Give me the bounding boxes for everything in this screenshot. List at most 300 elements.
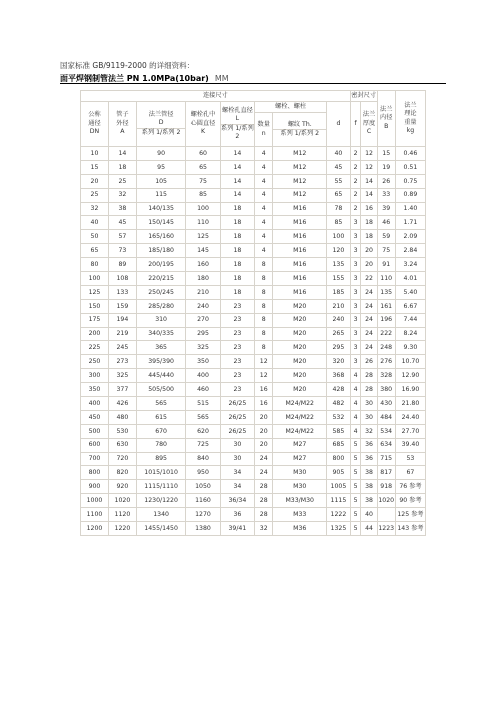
cell-a: 245 xyxy=(108,341,136,355)
cell-weight: 0.75 xyxy=(395,174,425,188)
cell-weight: 143 参考 xyxy=(395,522,425,536)
cell-dn: 900 xyxy=(81,480,109,494)
cell-f: 4 xyxy=(350,383,361,397)
cell-b: 59 xyxy=(377,230,395,244)
cell-d: 685 xyxy=(327,438,351,452)
cell-c: 24 xyxy=(361,327,377,341)
cell-n: 4 xyxy=(255,230,273,244)
table-row xyxy=(81,272,426,286)
cell-n: 4 xyxy=(255,160,273,174)
cell-thread: M16 xyxy=(273,244,327,258)
cell-n: 8 xyxy=(255,285,273,299)
cell-a: 18 xyxy=(108,160,136,174)
header-n: 数量 n xyxy=(255,113,273,147)
cell-d: 1325 xyxy=(327,522,351,536)
cell-dn: 175 xyxy=(81,313,109,327)
cell-dn: 300 xyxy=(81,369,109,383)
unit-label: MM xyxy=(214,74,229,83)
cell-weight: 16.90 xyxy=(395,383,425,397)
cell-k: 325 xyxy=(186,341,220,355)
cell-bolt-hole: 30 xyxy=(220,438,254,452)
title-text: 面平焊钢制管法兰 PN 1.0MPa(10bar) xyxy=(60,74,209,83)
cell-k: 565 xyxy=(186,410,220,424)
cell-dn: 225 xyxy=(81,341,109,355)
cell-d-outer: 1340 xyxy=(136,508,185,522)
cell-weight: 6.67 xyxy=(395,299,425,313)
cell-k: 460 xyxy=(186,383,220,397)
cell-n: 12 xyxy=(255,369,273,383)
cell-thread: M12 xyxy=(273,147,327,161)
cell-dn: 1100 xyxy=(81,508,109,522)
cell-weight: 0.46 xyxy=(395,147,425,161)
cell-d: 185 xyxy=(327,285,351,299)
cell-f: 3 xyxy=(350,244,361,258)
cell-bolt-hole: 34 xyxy=(220,480,254,494)
cell-b: 161 xyxy=(377,299,395,313)
cell-d-outer: 365 xyxy=(136,341,185,355)
cell-bolt-hole: 26/25 xyxy=(220,397,254,411)
cell-bolt-hole: 18 xyxy=(220,258,254,272)
cell-a: 820 xyxy=(108,466,136,480)
cell-k: 210 xyxy=(186,285,220,299)
cell-d: 85 xyxy=(327,216,351,230)
cell-d-outer: 895 xyxy=(136,452,185,466)
cell-a: 32 xyxy=(108,188,136,202)
cell-b: 222 xyxy=(377,327,395,341)
cell-n: 8 xyxy=(255,341,273,355)
cell-thread: M27 xyxy=(273,452,327,466)
cell-dn: 400 xyxy=(81,397,109,411)
cell-a: 1220 xyxy=(108,522,136,536)
table-row xyxy=(81,174,426,188)
cell-weight: 76 参考 xyxy=(395,480,425,494)
table-row xyxy=(81,147,426,161)
cell-d-outer: 1230/1220 xyxy=(136,494,185,508)
cell-a: 73 xyxy=(108,244,136,258)
cell-thread: M30 xyxy=(273,480,327,494)
flange-spec-table xyxy=(80,90,426,536)
cell-thread: M12 xyxy=(273,188,327,202)
cell-k: 125 xyxy=(186,230,220,244)
cell-d: 100 xyxy=(327,230,351,244)
header-thread: 螺纹 Th. 系列 1/系列 2 xyxy=(273,113,327,147)
cell-bolt-hole: 23 xyxy=(220,341,254,355)
cell-dn: 40 xyxy=(81,216,109,230)
cell-f: 3 xyxy=(350,355,361,369)
cell-thread: M20 xyxy=(273,383,327,397)
cell-n: 8 xyxy=(255,299,273,313)
cell-weight: 8.24 xyxy=(395,327,425,341)
cell-a: 38 xyxy=(108,202,136,216)
cell-a: 1120 xyxy=(108,508,136,522)
cell-d: 532 xyxy=(327,410,351,424)
intro-text: 国家标准 GB/9119-2000 的详细资料： xyxy=(60,61,195,70)
cell-f: 3 xyxy=(350,258,361,272)
cell-weight: 12.90 xyxy=(395,369,425,383)
cell-weight: 90 参考 xyxy=(395,494,425,508)
cell-bolt-hole: 23 xyxy=(220,369,254,383)
cell-dn: 10 xyxy=(81,147,109,161)
cell-c: 30 xyxy=(361,410,377,424)
header-connection-group: 连接尺寸 xyxy=(81,91,351,102)
cell-b: 46 xyxy=(377,216,395,230)
cell-k: 100 xyxy=(186,202,220,216)
cell-k: 240 xyxy=(186,299,220,313)
cell-dn: 25 xyxy=(81,188,109,202)
cell-a: 89 xyxy=(108,258,136,272)
cell-thread: M20 xyxy=(273,299,327,313)
cell-d-outer: 250/245 xyxy=(136,285,185,299)
cell-b: 26 xyxy=(377,174,395,188)
cell-d: 320 xyxy=(327,355,351,369)
header-k: 螺栓孔中 心圆直径 K xyxy=(186,102,220,147)
cell-f: 3 xyxy=(350,299,361,313)
cell-f: 5 xyxy=(350,466,361,480)
cell-b: 276 xyxy=(377,355,395,369)
table-row xyxy=(81,341,426,355)
cell-a: 133 xyxy=(108,285,136,299)
cell-b: 1020 xyxy=(377,494,395,508)
cell-n: 28 xyxy=(255,494,273,508)
cell-d-outer: 105 xyxy=(136,174,185,188)
cell-b: 634 xyxy=(377,438,395,452)
cell-k: 145 xyxy=(186,244,220,258)
cell-b: 918 xyxy=(377,480,395,494)
table-row xyxy=(81,383,426,397)
cell-weight: 21.80 xyxy=(395,397,425,411)
table-body xyxy=(81,147,426,536)
cell-k: 160 xyxy=(186,258,220,272)
cell-d: 155 xyxy=(327,272,351,286)
cell-n: 28 xyxy=(255,508,273,522)
cell-c: 22 xyxy=(361,272,377,286)
cell-a: 920 xyxy=(108,480,136,494)
cell-f: 3 xyxy=(350,341,361,355)
header-bolt-hole: 螺栓孔直径 L 系列 1/系列 2 xyxy=(220,102,254,147)
cell-b: 196 xyxy=(377,313,395,327)
cell-k: 85 xyxy=(186,188,220,202)
cell-d: 78 xyxy=(327,202,351,216)
cell-f: 5 xyxy=(350,438,361,452)
header-seal-group: 密封尺寸 xyxy=(350,91,377,102)
cell-c: 14 xyxy=(361,188,377,202)
cell-bolt-hole: 18 xyxy=(220,216,254,230)
cell-d-outer: 90 xyxy=(136,147,185,161)
table-row xyxy=(81,327,426,341)
cell-c: 12 xyxy=(361,160,377,174)
cell-a: 1020 xyxy=(108,494,136,508)
cell-thread: M20 xyxy=(273,355,327,369)
cell-n: 16 xyxy=(255,397,273,411)
cell-thread: M24/M22 xyxy=(273,410,327,424)
cell-thread: M12 xyxy=(273,160,327,174)
cell-f: 2 xyxy=(350,188,361,202)
cell-b: 75 xyxy=(377,244,395,258)
table-row xyxy=(81,188,426,202)
cell-weight: 27.70 xyxy=(395,424,425,438)
cell-bolt-hole: 26/25 xyxy=(220,424,254,438)
cell-d-outer: 445/440 xyxy=(136,369,185,383)
cell-thread: M20 xyxy=(273,313,327,327)
cell-d-outer: 115 xyxy=(136,188,185,202)
cell-f: 3 xyxy=(350,230,361,244)
cell-k: 1160 xyxy=(186,494,220,508)
cell-bolt-hole: 14 xyxy=(220,147,254,161)
cell-c: 38 xyxy=(361,494,377,508)
cell-n: 12 xyxy=(255,355,273,369)
cell-thread: M24/M22 xyxy=(273,424,327,438)
cell-k: 350 xyxy=(186,355,220,369)
table-row xyxy=(81,285,426,299)
cell-d-outer: 340/335 xyxy=(136,327,185,341)
cell-thread: M24/M22 xyxy=(273,397,327,411)
table-row xyxy=(81,424,426,438)
cell-c: 24 xyxy=(361,299,377,313)
table-row xyxy=(81,313,426,327)
cell-bolt-hole: 26/25 xyxy=(220,410,254,424)
cell-a: 108 xyxy=(108,272,136,286)
cell-bolt-hole: 14 xyxy=(220,160,254,174)
cell-a: 426 xyxy=(108,397,136,411)
cell-bolt-hole: 30 xyxy=(220,452,254,466)
cell-weight: 5.40 xyxy=(395,285,425,299)
cell-d: 55 xyxy=(327,174,351,188)
cell-f: 4 xyxy=(350,397,361,411)
cell-b: 135 xyxy=(377,285,395,299)
cell-dn: 50 xyxy=(81,230,109,244)
cell-weight: 125 参考 xyxy=(395,508,425,522)
cell-n: 8 xyxy=(255,327,273,341)
cell-d-outer: 565 xyxy=(136,397,185,411)
cell-c: 28 xyxy=(361,369,377,383)
cell-thread: M16 xyxy=(273,285,327,299)
cell-b: 484 xyxy=(377,410,395,424)
cell-thread: M16 xyxy=(273,258,327,272)
cell-n: 28 xyxy=(255,480,273,494)
cell-k: 515 xyxy=(186,397,220,411)
cell-k: 270 xyxy=(186,313,220,327)
cell-d-outer: 1115/1110 xyxy=(136,480,185,494)
table-row xyxy=(81,410,426,424)
cell-f: 4 xyxy=(350,424,361,438)
cell-a: 25 xyxy=(108,174,136,188)
cell-d-outer: 395/390 xyxy=(136,355,185,369)
cell-thread: M16 xyxy=(273,202,327,216)
cell-dn: 600 xyxy=(81,438,109,452)
cell-c: 28 xyxy=(361,383,377,397)
cell-b: 328 xyxy=(377,369,395,383)
header-d: d xyxy=(327,102,351,147)
cell-d: 1115 xyxy=(327,494,351,508)
cell-d-outer: 780 xyxy=(136,438,185,452)
cell-f: 3 xyxy=(350,216,361,230)
cell-thread: M16 xyxy=(273,216,327,230)
cell-d: 45 xyxy=(327,160,351,174)
cell-weight: 1.40 xyxy=(395,202,425,216)
cell-a: 720 xyxy=(108,452,136,466)
cell-dn: 250 xyxy=(81,355,109,369)
cell-thread: M33/M30 xyxy=(273,494,327,508)
cell-weight: 2.09 xyxy=(395,230,425,244)
cell-weight: 39.40 xyxy=(395,438,425,452)
cell-c: 32 xyxy=(361,424,377,438)
cell-bolt-hole: 14 xyxy=(220,188,254,202)
cell-k: 180 xyxy=(186,272,220,286)
cell-dn: 125 xyxy=(81,285,109,299)
cell-n: 4 xyxy=(255,174,273,188)
cell-d: 240 xyxy=(327,313,351,327)
cell-thread: M12 xyxy=(273,174,327,188)
table-row xyxy=(81,452,426,466)
table-row xyxy=(81,369,426,383)
cell-d: 1222 xyxy=(327,508,351,522)
cell-d-outer: 310 xyxy=(136,313,185,327)
cell-f: 2 xyxy=(350,174,361,188)
cell-d-outer: 1455/1450 xyxy=(136,522,185,536)
cell-bolt-hole: 18 xyxy=(220,202,254,216)
cell-a: 14 xyxy=(108,147,136,161)
cell-f: 2 xyxy=(350,160,361,174)
cell-bolt-hole: 23 xyxy=(220,313,254,327)
table-row xyxy=(81,244,426,258)
cell-bolt-hole: 23 xyxy=(220,383,254,397)
cell-n: 32 xyxy=(255,522,273,536)
cell-a: 57 xyxy=(108,230,136,244)
cell-d: 295 xyxy=(327,341,351,355)
cell-dn: 100 xyxy=(81,272,109,286)
cell-a: 630 xyxy=(108,438,136,452)
table-row xyxy=(81,397,426,411)
cell-dn: 1200 xyxy=(81,522,109,536)
cell-bolt-hole: 18 xyxy=(220,230,254,244)
table-row xyxy=(81,494,426,508)
cell-a: 530 xyxy=(108,424,136,438)
cell-dn: 32 xyxy=(81,202,109,216)
cell-k: 75 xyxy=(186,174,220,188)
cell-n: 8 xyxy=(255,313,273,327)
cell-dn: 350 xyxy=(81,383,109,397)
cell-a: 159 xyxy=(108,299,136,313)
cell-f: 5 xyxy=(350,452,361,466)
cell-n: 4 xyxy=(255,147,273,161)
cell-weight: 10.70 xyxy=(395,355,425,369)
cell-d: 65 xyxy=(327,188,351,202)
cell-f: 3 xyxy=(350,285,361,299)
cell-c: 20 xyxy=(361,244,377,258)
cell-d-outer: 200/195 xyxy=(136,258,185,272)
cell-b: 110 xyxy=(377,272,395,286)
cell-d: 120 xyxy=(327,244,351,258)
cell-k: 620 xyxy=(186,424,220,438)
cell-d: 210 xyxy=(327,299,351,313)
cell-n: 20 xyxy=(255,438,273,452)
cell-bolt-hole: 18 xyxy=(220,285,254,299)
cell-d: 800 xyxy=(327,452,351,466)
cell-dn: 800 xyxy=(81,466,109,480)
cell-d: 135 xyxy=(327,258,351,272)
cell-thread: M16 xyxy=(273,230,327,244)
cell-dn: 1000 xyxy=(81,494,109,508)
cell-n: 8 xyxy=(255,258,273,272)
cell-a: 325 xyxy=(108,369,136,383)
cell-thread: M20 xyxy=(273,341,327,355)
cell-n: 24 xyxy=(255,452,273,466)
cell-b: 91 xyxy=(377,258,395,272)
cell-c: 38 xyxy=(361,480,377,494)
cell-a: 480 xyxy=(108,410,136,424)
table-row xyxy=(81,355,426,369)
cell-weight: 4.01 xyxy=(395,272,425,286)
table-row xyxy=(81,216,426,230)
cell-k: 1050 xyxy=(186,480,220,494)
cell-a: 273 xyxy=(108,355,136,369)
cell-thread: M16 xyxy=(273,272,327,286)
cell-k: 1270 xyxy=(186,508,220,522)
cell-weight: 2.84 xyxy=(395,244,425,258)
cell-dn: 700 xyxy=(81,452,109,466)
header-weight: 法兰 理论 重量 kg xyxy=(395,91,425,147)
table-row xyxy=(81,202,426,216)
cell-d: 40 xyxy=(327,147,351,161)
header-bolt-group: 螺栓、螺柱 xyxy=(255,102,327,113)
cell-k: 400 xyxy=(186,369,220,383)
header-a: 管子 外径 A xyxy=(108,102,136,147)
cell-c: 36 xyxy=(361,438,377,452)
cell-c: 38 xyxy=(361,466,377,480)
cell-f: 5 xyxy=(350,522,361,536)
cell-c: 30 xyxy=(361,397,377,411)
cell-weight: 67 xyxy=(395,466,425,480)
cell-b: 248 xyxy=(377,341,395,355)
cell-d-outer: 285/280 xyxy=(136,299,185,313)
cell-b: 39 xyxy=(377,202,395,216)
cell-a: 45 xyxy=(108,216,136,230)
cell-c: 12 xyxy=(361,147,377,161)
cell-c: 26 xyxy=(361,355,377,369)
cell-b: 33 xyxy=(377,188,395,202)
cell-b xyxy=(377,508,395,522)
cell-bolt-hole: 39/41 xyxy=(220,522,254,536)
cell-a: 377 xyxy=(108,383,136,397)
table-row xyxy=(81,299,426,313)
cell-c: 44 xyxy=(361,522,377,536)
cell-bolt-hole: 23 xyxy=(220,355,254,369)
cell-c: 20 xyxy=(361,258,377,272)
cell-dn: 20 xyxy=(81,174,109,188)
table-row xyxy=(81,258,426,272)
cell-dn: 80 xyxy=(81,258,109,272)
title-underline xyxy=(60,83,446,84)
cell-d-outer: 150/145 xyxy=(136,216,185,230)
cell-k: 110 xyxy=(186,216,220,230)
cell-dn: 65 xyxy=(81,244,109,258)
cell-d: 265 xyxy=(327,327,351,341)
cell-dn: 200 xyxy=(81,327,109,341)
cell-c: 36 xyxy=(361,452,377,466)
cell-bolt-hole: 34 xyxy=(220,466,254,480)
cell-n: 4 xyxy=(255,244,273,258)
cell-bolt-hole: 36 xyxy=(220,508,254,522)
cell-thread: M20 xyxy=(273,327,327,341)
cell-k: 840 xyxy=(186,452,220,466)
cell-k: 725 xyxy=(186,438,220,452)
header-f: f xyxy=(350,102,361,147)
cell-f: 5 xyxy=(350,480,361,494)
cell-f: 2 xyxy=(350,147,361,161)
cell-d-outer: 670 xyxy=(136,424,185,438)
cell-n: 4 xyxy=(255,188,273,202)
cell-bolt-hole: 23 xyxy=(220,299,254,313)
